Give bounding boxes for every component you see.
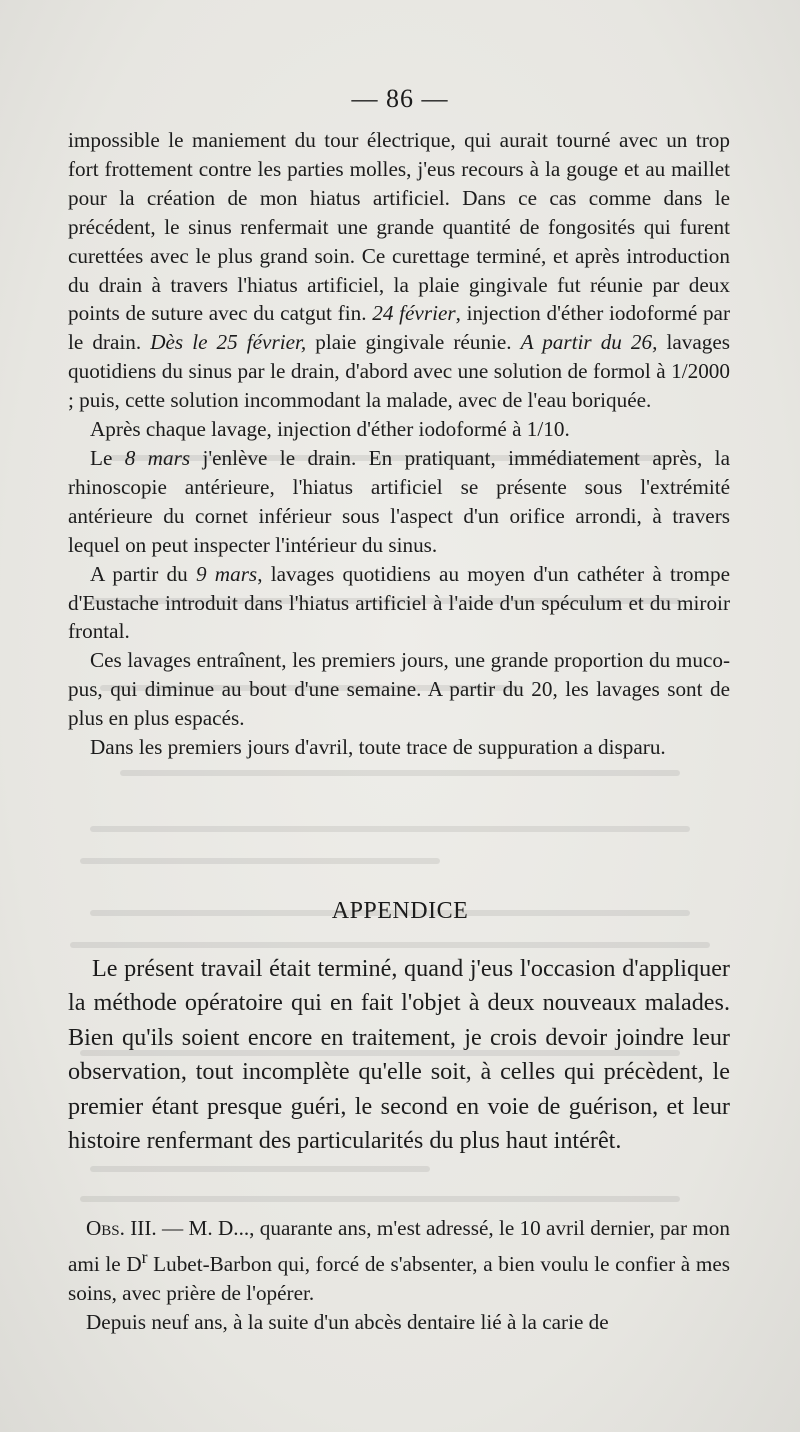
obs-iii-last-line: Depuis neuf ans, à la suite d'un abcès dentaire lié à la carie de <box>86 1310 609 1335</box>
page-number: — 86 — <box>351 84 449 113</box>
italic-run: Dès le 25 février, <box>150 330 307 355</box>
text-run: , injection d'éther iodoformé par le drain. <box>68 301 731 355</box>
text-run: Le <box>90 445 125 470</box>
italic-run: 24 février <box>372 301 456 326</box>
text-run: , lavages quotidiens au moyen d'un cathéter à trompe d'Eustache introduit dans l'hiatus artificiel à l'aide d'un spéculum et du miroir frontal. <box>68 561 731 644</box>
paragraph <box>68 646 730 733</box>
text-run: impossible le maniement du tour électrique, qui aurait tourné avec un trop fort frottement contre les parties molles, j'eus recours à la gouge et au maillet pour la création de mon hiatus artificiel. Dans ce cas comme dans le précédent, le sinus renfermait une grande quantité de fongosités qui furent curettées avec le plus grand soin. Ce curettage terminé, et après introduction du drain à travers l'hiatus artificiel, la plaie gingivale fut réunie par deux points de suture avec du catgut fin. <box>68 128 730 326</box>
obs-superscript: r <box>141 1247 148 1267</box>
italic-run: 9 mars <box>195 561 258 586</box>
text-run: A partir du <box>90 561 196 586</box>
obs-text-b: Lubet-Barbon qui, forcé de s'absenter, a bien voulu le confier à mes soins, avec prière de l'opérer. <box>68 1252 730 1306</box>
paragraph <box>68 733 730 762</box>
observation-iii <box>68 1214 730 1337</box>
paragraph <box>68 415 730 444</box>
appendix-heading: APPENDICE <box>331 898 469 924</box>
paragraph <box>68 560 730 647</box>
appendix-paragraph: Le présent travail était terminé, quand j'eus l'occasion d'appliquer la méthode opératoire qui en fait l'objet à deux nouveaux malades. Bien qu'ils soient encore en traitement, je crois devoir joindre leur observation, tout incomplète qu'elle soit, à celles qui précèdent, le premier étant presque guéri, le second en voie de guérison, et leur histoire renfermant des particularités du plus haut intérêt. <box>68 955 730 1155</box>
text-run: j'enlève le drain. En pratiquant, immédiatement après, la rhinoscopie antérieure, l'hiatus artificiel se présente sous l'extrémité antérieure du cornet inférieur sous l'aspect d'un orifice arrondi, à travers lequel on peut inspecter l'intérieur du sinus. <box>68 445 730 557</box>
paragraph <box>68 126 730 415</box>
text-run: Après chaque lavage, injection d'éther iodoformé à 1/10. <box>90 417 570 442</box>
italic-run: 8 mars <box>124 445 191 470</box>
obs-iii-paragraph <box>68 1214 730 1308</box>
text-run: Ces lavages entraînent, les premiers jours, une grande proportion du muco-pus, qui diminue au bout d'une semaine. A partir du 20, les lavages sont de plus en plus espacés. <box>68 648 730 731</box>
text-run: Dans les premiers jours d'avril, toute trace de suppuration a disparu. <box>90 735 666 760</box>
observation-continuation <box>68 126 730 762</box>
text-run: lavages quotidiens du sinus par le drain, d'abord avec une solution de formol à 1/2000 ; puis, cette solution incommodant la malade, avec de l'eau boriquée. <box>68 330 730 413</box>
italic-run: A partir du 26, <box>520 330 658 355</box>
appendix-text <box>68 952 730 1158</box>
paragraph <box>68 444 730 560</box>
text-run: plaie gingivale réunie. <box>306 330 521 355</box>
obs-text-a: — M. D..., quarante ans, m'est adressé, le 10 avril dernier, par mon ami le D <box>68 1216 730 1277</box>
obs-label: Obs. III. <box>86 1216 157 1240</box>
